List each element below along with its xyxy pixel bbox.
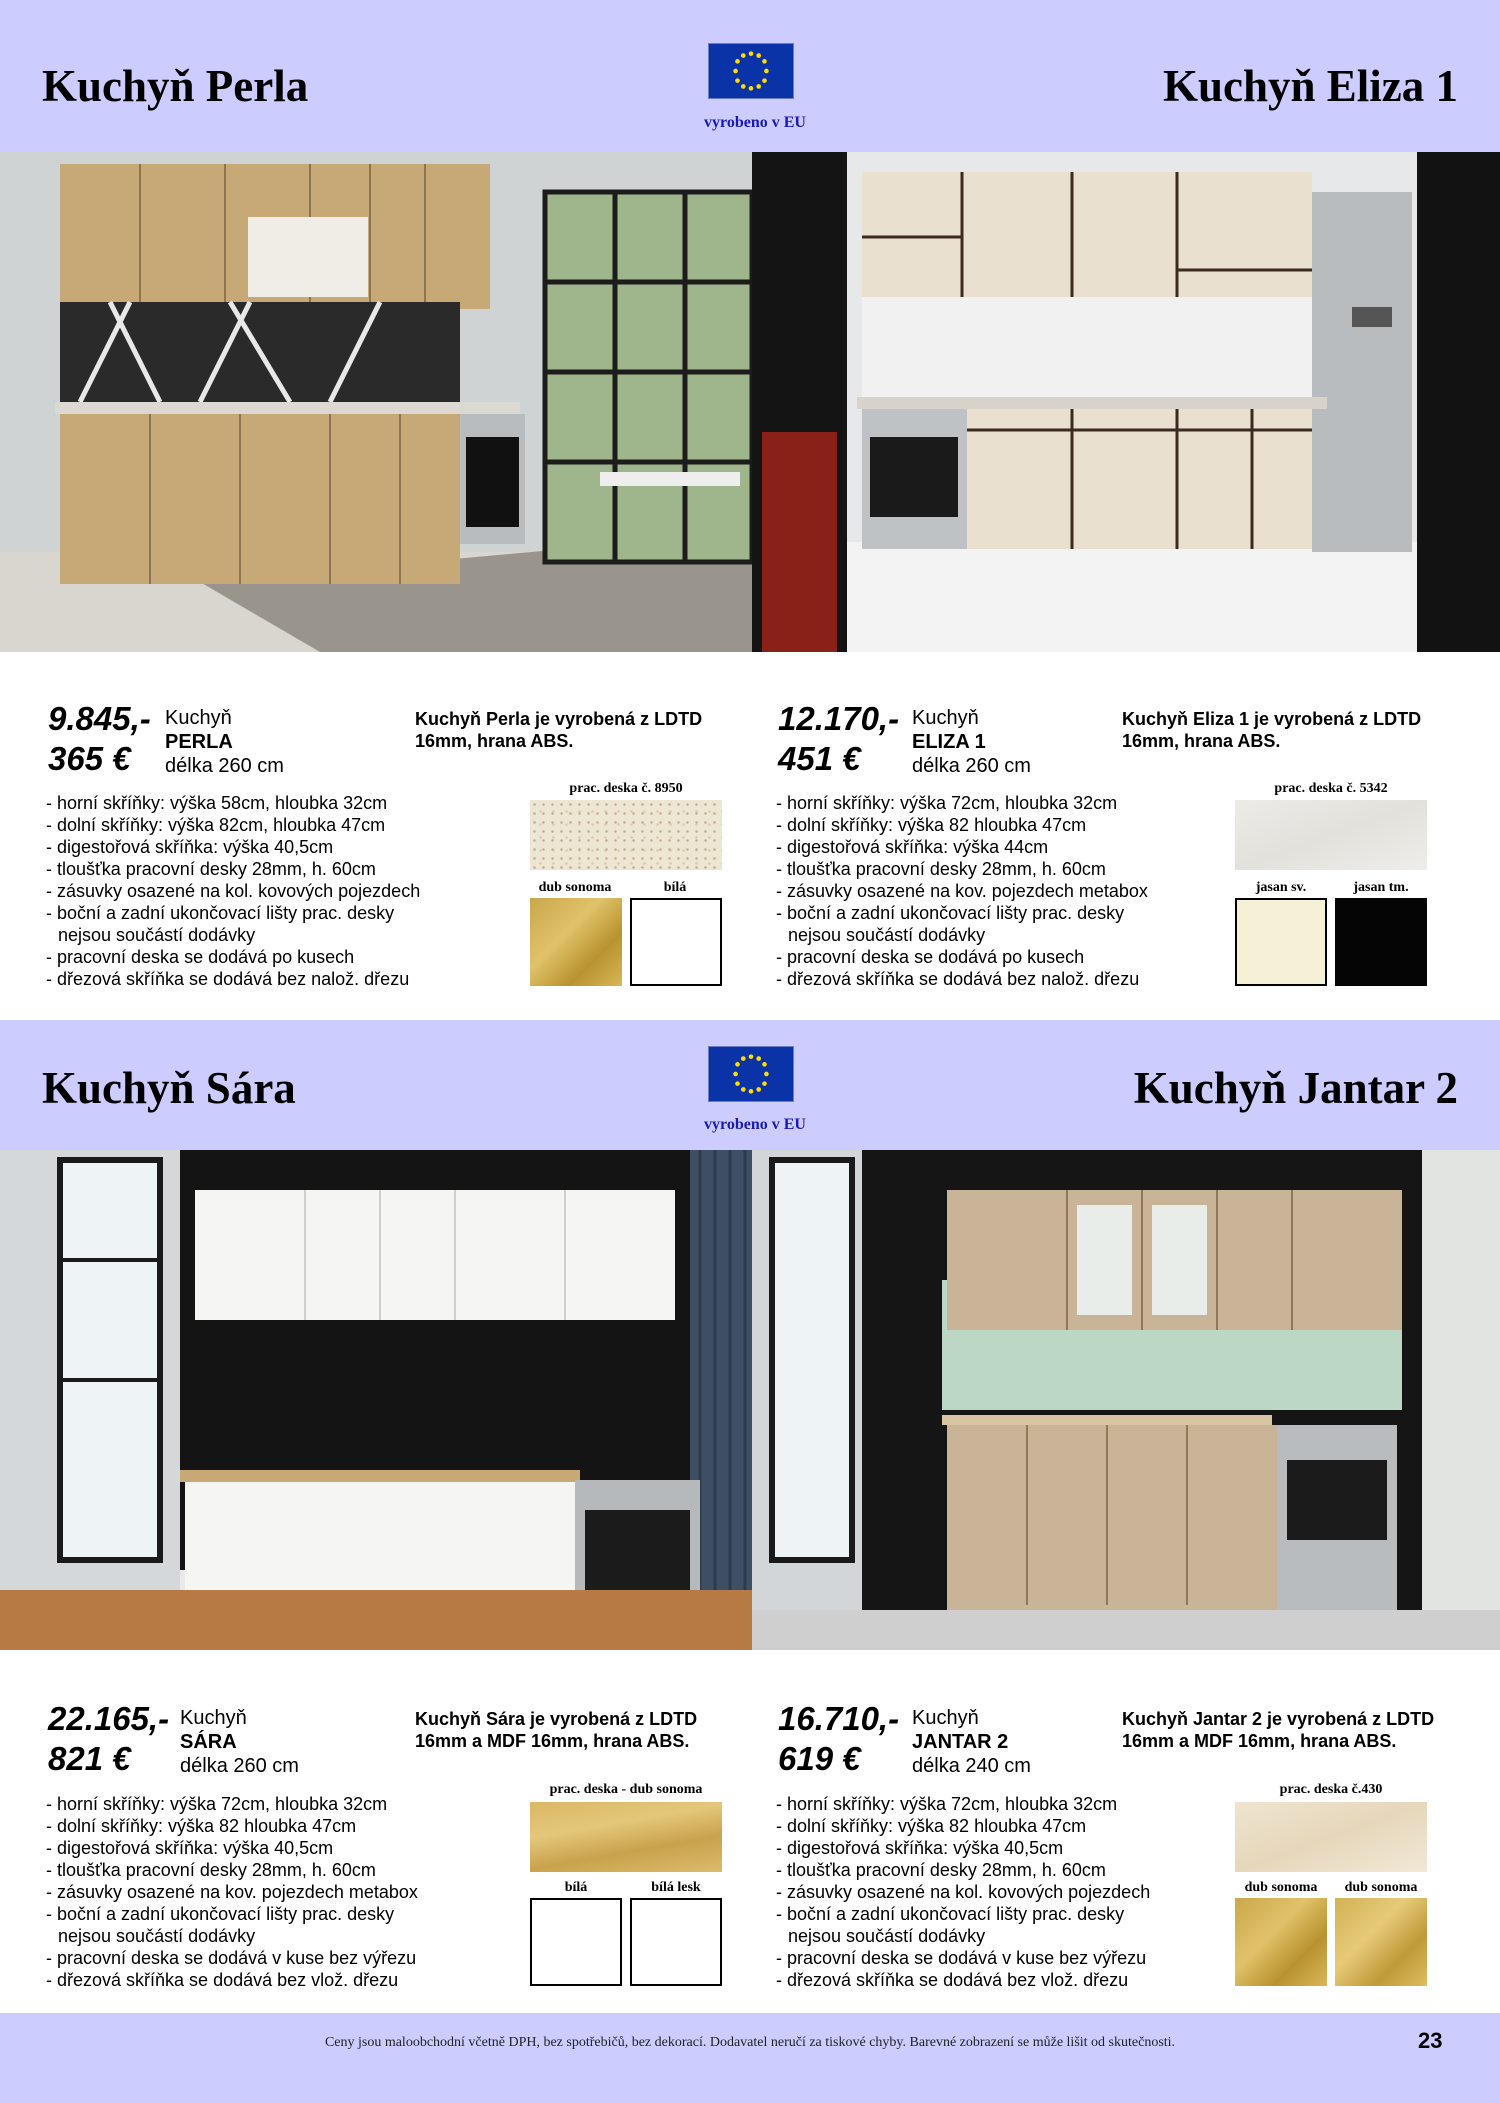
section2-right-title: Kuchyň Jantar 2 (1133, 1063, 1458, 1113)
spec-item: - boční a zadní ukončovací lišty prac. desky (46, 1904, 395, 1924)
spec-item: - horní skříňky: výška 72cm, hloubka 32cm (776, 793, 1118, 813)
spec-item: - tloušťka pracovní desky 28mm, h. 60cm (776, 1860, 1106, 1880)
sara-spec-list (46, 1793, 496, 1991)
perla-product-label (165, 706, 284, 778)
perla-label-name: PERLA (165, 731, 233, 753)
jantar-label-name: JANTAR 2 (912, 1731, 1009, 1753)
spec-item: - dolní skříňky: výška 82 hloubka 47cm (776, 1816, 1087, 1836)
spec-item: - tloušťka pracovní desky 28mm, h. 60cm (46, 859, 376, 879)
spec-item: - dolní skříňky: výška 82 hloubka 47cm (46, 1816, 357, 1836)
perla-worktop-swatch (530, 800, 722, 870)
sara-swatch1-caption: bílá (564, 1880, 588, 1895)
jantar-label-length: délka 240 cm (912, 1755, 1031, 1777)
spec-item: nejsou součástí dodávky (58, 925, 256, 945)
spec-item: - dolní skříňky: výška 82cm, hloubka 47cm (46, 815, 386, 835)
spec-item: - digestořová skříňka: výška 40,5cm (776, 1838, 1064, 1858)
spec-item: - zásuvky osazené na kov. pojezdech metabox (46, 1882, 418, 1902)
spec-item: nejsou součástí dodávky (788, 1926, 986, 1946)
spec-item: - zásuvky osazené na kov. pojezdech metabox (776, 881, 1148, 901)
jantar-kitchen-photo (752, 1150, 1500, 1650)
eu-flag-icon (708, 1046, 794, 1102)
spec-item: - dolní skříňky: výška 82 hloubka 47cm (776, 815, 1087, 835)
sara-price-eur: 821 € (48, 1740, 131, 1777)
footer-disclaimer: Ceny jsou maloobchodní včetně DPH, bez spotřebičů, bez dekorací. Dodavatel neručí za tiskové chyby. Barevné zobrazení se může lišit od skutečnosti. (324, 2035, 1176, 2050)
sara-swatch2 (630, 1898, 722, 1986)
sara-label-type: Kuchyň (180, 1707, 247, 1729)
eliza-label-length: délka 260 cm (912, 755, 1031, 777)
sara-worktop-caption: prac. deska - dub sonoma (549, 1782, 703, 1797)
section2-left-title: Kuchyň Sára (42, 1063, 296, 1113)
eliza-kitchen-photo (752, 152, 1500, 652)
perla-swatch2-caption: bílá (663, 880, 687, 895)
eliza-spec-list (776, 792, 1226, 990)
page-number: 23 (1418, 2028, 1443, 2053)
eliza-swatch2 (1335, 898, 1427, 986)
spec-item: - dřezová skříňka se dodává bez vlož. dřezu (776, 1970, 1129, 1990)
jantar-description: Kuchyň Jantar 2 je vyrobená z LDTD 16mm a MDF 16mm, hrana ABS. (1122, 1709, 1435, 1751)
jantar-swatch2 (1335, 1898, 1427, 1986)
footer-band (0, 2013, 1500, 2103)
eliza-description: Kuchyň Eliza 1 je vyrobená z LDTD 16mm, hrana ABS. (1122, 709, 1422, 751)
spec-item: - dřezová skříňka se dodává bez nalož. dřezu (776, 969, 1140, 989)
spec-item: - digestořová skříňka: výška 40,5cm (46, 1838, 334, 1858)
sara-description: Kuchyň Sára je vyrobená z LDTD 16mm a MDF 16mm, hrana ABS. (415, 1709, 698, 1751)
spec-item: - pracovní deska se dodává po kusech (46, 947, 355, 967)
section1-left-title: Kuchyň Perla (42, 61, 309, 111)
eu-label: vyrobeno v EU (704, 114, 806, 131)
jantar-swatch1-caption: dub sonoma (1244, 1880, 1318, 1895)
spec-item: - pracovní deska se dodává v kuse bez výřezu (46, 1948, 417, 1968)
jantar-price-czk: 16.710,- (778, 1700, 900, 1737)
jantar-swatch1 (1235, 1898, 1327, 1986)
perla-swatch2 (630, 898, 722, 986)
jantar-worktop-swatch (1235, 1802, 1427, 1872)
spec-item: - horní skříňky: výška 58cm, hloubka 32cm (46, 793, 388, 813)
perla-swatch1-caption: dub sonoma (538, 880, 612, 895)
eliza-worktop-swatch (1235, 800, 1427, 870)
perla-worktop-caption: prac. deska č. 8950 (569, 781, 683, 796)
eliza-worktop-caption: prac. deska č. 5342 (1274, 781, 1388, 796)
eliza-swatch1-caption: jasan sv. (1255, 880, 1307, 895)
spec-item: nejsou součástí dodávky (788, 925, 986, 945)
perla-swatch1 (530, 898, 622, 986)
perla-label-length: délka 260 cm (165, 755, 284, 777)
eliza-swatch2-caption: jasan tm. (1353, 880, 1409, 895)
spec-item: - boční a zadní ukončovací lišty prac. desky (776, 903, 1125, 923)
spec-item: - horní skříňky: výška 72cm, hloubka 32cm (776, 1794, 1118, 1814)
spec-item: - zásuvky osazené na kol. kovových pojezdech (776, 1882, 1151, 1902)
sara-price-czk: 22.165,- (48, 1700, 170, 1737)
perla-description: Kuchyň Perla je vyrobená z LDTD 16mm, hrana ABS. (415, 709, 703, 751)
sara-label-name: SÁRA (180, 1731, 237, 1753)
eliza-price-eur: 451 € (778, 740, 861, 777)
perla-label-type: Kuchyň (165, 707, 232, 729)
eliza-swatch1 (1235, 898, 1327, 986)
sara-swatch1 (530, 1898, 622, 1986)
spec-item: - tloušťka pracovní desky 28mm, h. 60cm (776, 859, 1106, 879)
spec-item: - horní skříňky: výška 72cm, hloubka 32cm (46, 1794, 388, 1814)
sara-kitchen-photo (0, 1150, 752, 1650)
spec-item: - boční a zadní ukončovací lišty prac. desky (46, 903, 395, 923)
spec-item: - digestořová skříňka: výška 44cm (776, 837, 1049, 857)
eliza-product-label (912, 706, 1031, 778)
spec-item: - zásuvky osazené na kol. kovových pojezdech (46, 881, 421, 901)
perla-price-eur: 365 € (48, 740, 131, 777)
section1-right-title: Kuchyň Eliza 1 (1162, 61, 1458, 111)
perla-price-czk: 9.845,- (48, 700, 151, 737)
perla-kitchen-photo (0, 152, 752, 652)
eliza-label-name: ELIZA 1 (912, 731, 986, 753)
spec-item: - tloušťka pracovní desky 28mm, h. 60cm (46, 1860, 376, 1880)
spec-item: - dřezová skříňka se dodává bez nalož. dřezu (46, 969, 410, 989)
jantar-worktop-caption: prac. deska č.430 (1279, 1782, 1383, 1797)
jantar-price-eur: 619 € (778, 1740, 861, 1777)
eliza-price-czk: 12.170,- (778, 700, 900, 737)
jantar-label-type: Kuchyň (912, 1707, 979, 1729)
jantar-swatch2-caption: dub sonoma (1344, 1880, 1418, 1895)
eliza-label-type: Kuchyň (912, 707, 979, 729)
spec-item: - digestořová skříňka: výška 40,5cm (46, 837, 334, 857)
eu-flag-icon (708, 43, 794, 99)
sara-label-length: délka 260 cm (180, 1755, 299, 1777)
jantar-spec-list (776, 1793, 1226, 1991)
spec-item: - dřezová skříňka se dodává bez vlož. dřezu (46, 1970, 399, 1990)
spec-item: - pracovní deska se dodává po kusech (776, 947, 1085, 967)
perla-spec-list (46, 792, 496, 990)
jantar-product-label (912, 1706, 1031, 1778)
sara-product-label (180, 1706, 299, 1778)
spec-item: - pracovní deska se dodává v kuse bez výřezu (776, 1948, 1147, 1968)
spec-item: - boční a zadní ukončovací lišty prac. desky (776, 1904, 1125, 1924)
spec-item: nejsou součástí dodávky (58, 1926, 256, 1946)
sara-worktop-swatch (530, 1802, 722, 1872)
sara-swatch2-caption: bílá lesk (651, 1880, 701, 1895)
eu-label: vyrobeno v EU (704, 1116, 806, 1133)
